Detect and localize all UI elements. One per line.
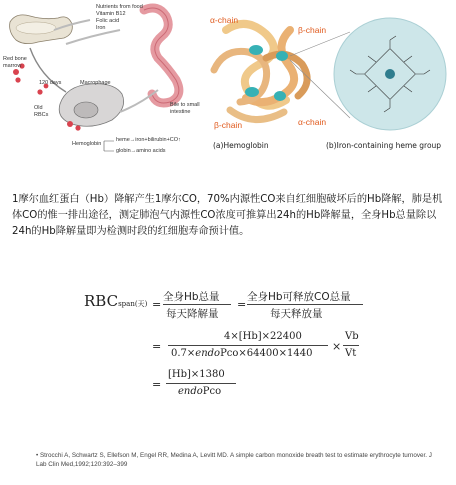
- bullet-icon: •: [36, 452, 40, 459]
- formula-f4-den: [178, 386, 221, 397]
- formula-vb: Vb: [345, 331, 359, 342]
- label-vitamin: Vitamin B12: [96, 11, 126, 17]
- formula-f1-num: 全身Hb总量: [163, 291, 220, 303]
- hemoglobin-figure: [0, 0, 456, 160]
- label-alpha-chain-bottom: α-chain: [298, 117, 327, 127]
- formula-f3-line: [168, 345, 328, 346]
- formula-eq-3: =: [152, 340, 162, 353]
- formula-f4-line: [166, 383, 236, 384]
- label-bile: Bile to small intestine: [170, 102, 200, 115]
- label-red-bone-marrow: Red bone marrow: [3, 56, 27, 69]
- formula-f3-den-c: Pco×64400×1440: [220, 348, 313, 359]
- formula-f3-num: 4×[Hb]×22400: [224, 331, 302, 342]
- formula-lhs: [84, 292, 147, 310]
- label-globin: globin→amino acids: [116, 148, 166, 154]
- caption-hemoglobin: (a)Hemoglobin: [213, 141, 269, 150]
- formula-rbc-subscript: span(天): [118, 300, 148, 308]
- label-folic-acid: Folic acid: [96, 18, 120, 24]
- formula-eq-1: =: [152, 298, 162, 311]
- caption-heme-group: (b)Iron-containing heme group: [326, 141, 442, 150]
- label-beta-chain-bottom: β-chain: [214, 120, 243, 130]
- formula-vt: Vt: [345, 348, 357, 359]
- formula-f4-num: [Hb]×1380: [168, 369, 225, 380]
- formula-eq-2: =: [237, 298, 247, 311]
- label-iron: Iron: [96, 25, 106, 31]
- formula-f4-den-pco: Pco: [202, 386, 222, 397]
- formula-rbc: RBC: [84, 292, 119, 310]
- formula-f3-den-a: 0.7×: [171, 348, 196, 359]
- formula-f3-den: [171, 348, 312, 359]
- label-beta-chain-top: β-chain: [298, 25, 327, 35]
- formula-f2-num: 全身Hb可释放CO总量: [247, 291, 351, 303]
- formula-v-line: [343, 345, 359, 346]
- formula-f2-den: 每天释放量: [270, 308, 323, 320]
- formula-f2-line: [247, 304, 363, 305]
- formula-f3-den-endo: endo: [195, 348, 221, 359]
- label-hemoglobin: Hemoglobin: [72, 141, 102, 147]
- formula-f1-line: [163, 304, 231, 305]
- description-paragraph: 1摩尔血红蛋白（Hb）降解产生1摩尔CO，70%内源性CO来自红细胞破坏后的Hb降解，肺是机体CO的惟一排出途径，测定肺泡气内源性CO浓度可推算出24h的Hb降解量，全身Hb总量除以24h的Hb降解量即为检测时段的红细胞寿命预计值。: [12, 194, 443, 237]
- label-alpha-chain-top: α-chain: [210, 15, 239, 25]
- formula-times: ×: [332, 340, 342, 353]
- reference-citation: [36, 451, 436, 469]
- reference-text: Strocchi A, Schwartz S, Ellefson M, Engel RR, Medina A, Levitt MD. A simple carbon monoxide breath test to estimate erythrocyte turnover. J Lab Clin Med,1992;120:392–399: [36, 452, 432, 468]
- label-heme-products: heme→iron+bilirubin+CO↑: [116, 137, 181, 143]
- label-nutrients: Nutrients from food: [96, 4, 143, 10]
- formula-eq-4: =: [152, 378, 162, 391]
- label-macrophage: Macrophage: [80, 80, 111, 86]
- label-old-rbcs: Old RBCs: [34, 105, 49, 118]
- formula-f1-den: 每天降解量: [166, 308, 219, 320]
- label-120-days: 120 days: [39, 80, 62, 86]
- formula-f4-den-endo: endo: [178, 386, 203, 397]
